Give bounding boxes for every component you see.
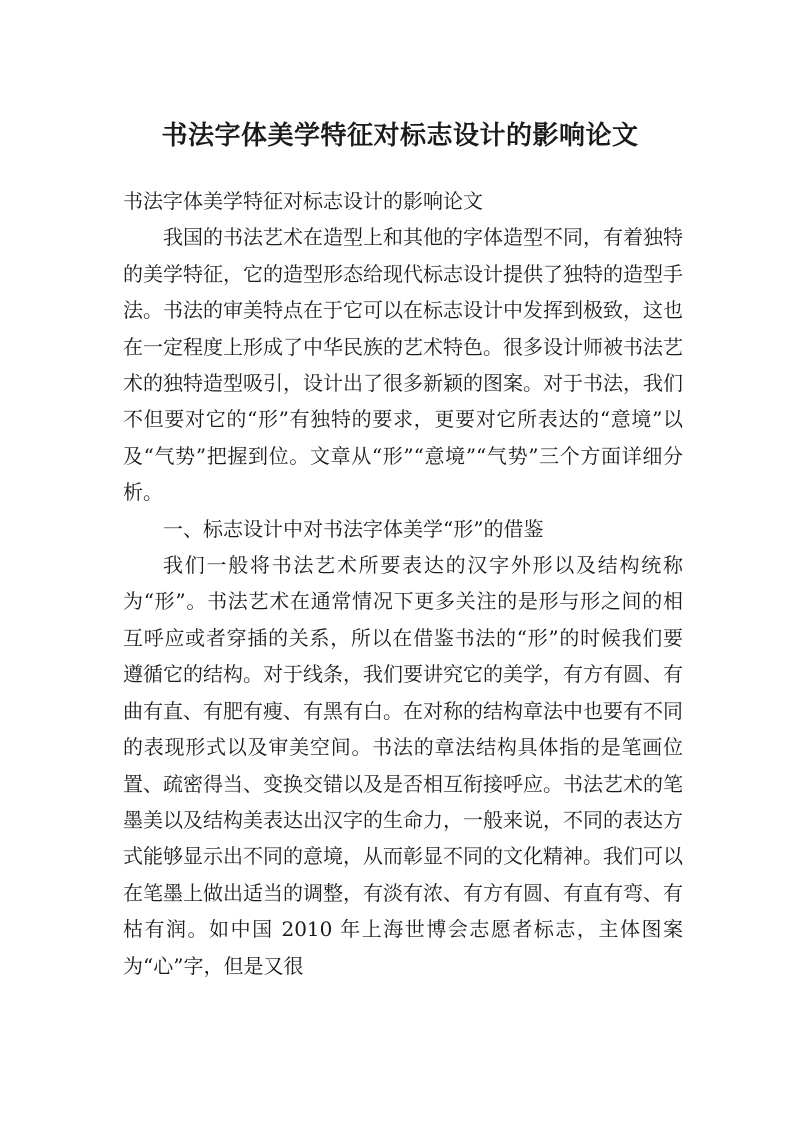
document-title: 书法字体美学特征对标志设计的影响论文 <box>161 121 639 152</box>
document-subtitle: 书法字体美学特征对标志设计的影响论文 <box>123 189 483 213</box>
section-heading: 一、标志设计中对书法字体美学“形”的借鉴 <box>163 516 544 541</box>
document-body <box>123 183 683 984</box>
paragraph-form: 我们一般将书法艺术所要表达的汉字外形以及结构统称为“形”。书法艺术在通常情况下更多关注的是形与形之间的相互呼应或者穿插的关系，所以在借鉴书法的“形”的时候我们要遵循它的结构。对于线条，我们要讲究它的美学，有方有圆、有曲有直、有肥有瘦、有黑有白。在对称的结构章法中也要有不同的表现形式以及审美空间。书法的章法结构具体指的是笔画位置、疏密得当、变换交错以及是否相互衔接呼应。书法艺术的笔墨美以及结构美表达出汉字的生命力，一般来说，不同的表达方式能够显示出不同的意境，从而彰显不同的文化精神。我们可以在笔墨上做出适当的调整，有淡有浓、有方有圆、有直有弯、有枯有润。如中国 2010 年上海世博会志愿者标志，主体图案为“心”字，但是又很 <box>123 553 683 978</box>
paragraph-intro: 我国的书法艺术在造型上和其他的字体造型不同，有着独特的美学特征，它的造型形态给现代标志设计提供了独特的造型手法。书法的审美特点在于它可以在标志设计中发挥到极致，这也在一定程度上形成了中华民族的艺术特色。很多设计师被书法艺术的独特造型吸引，设计出了很多新颖的图案。对于书法，我们不但要对它的“形”有独特的要求，更要对它所表达的“意境”以及“气势”把握到位。文章从“形”“意境”“气势”三个方面详细分析。 <box>123 225 683 505</box>
